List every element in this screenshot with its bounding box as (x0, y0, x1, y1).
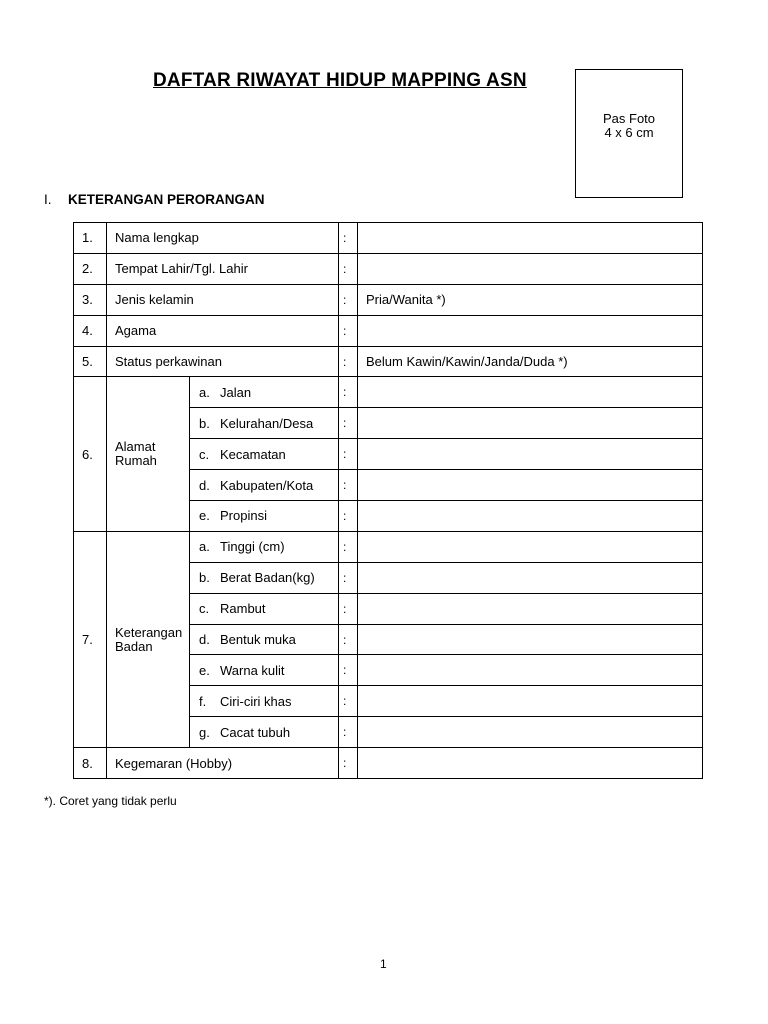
colon: : (339, 315, 358, 346)
sub-item-label: Tinggi (cm) (220, 539, 285, 555)
sub-item (190, 377, 339, 408)
sub-item-label: Berat Badan(kg) (220, 570, 315, 586)
row-value-field[interactable]: Pria/Wanita *) (358, 284, 703, 315)
sub-item-label: Warna kulit (220, 662, 285, 678)
group-label-line: Alamat (115, 439, 156, 455)
colon: : (339, 686, 358, 717)
sub-item (190, 624, 339, 655)
sub-item-label: Rambut (220, 601, 266, 617)
sub-item (190, 531, 339, 562)
photo-size: 4 x 6 cm (604, 125, 654, 140)
sub-item-letter: b. (199, 570, 210, 586)
sub-item-letter: g. (199, 724, 210, 740)
sub-item-label: Kabupaten/Kota (220, 477, 314, 493)
colon: : (339, 439, 358, 470)
row-value-field[interactable] (358, 253, 703, 284)
row-label: Kegemaran (Hobby) (107, 748, 339, 779)
colon: : (339, 593, 358, 624)
table-row (74, 377, 703, 408)
colon: : (339, 562, 358, 593)
page-number: 1 (380, 957, 387, 971)
colon: : (339, 717, 358, 748)
group-label-line: Badan (115, 638, 153, 654)
sub-item-label: Bentuk muka (220, 632, 296, 648)
row-label: Agama (107, 315, 339, 346)
row-value-field[interactable] (358, 470, 703, 501)
sub-item (190, 717, 339, 748)
row-value-field[interactable] (358, 562, 703, 593)
row-label: Nama lengkap (107, 223, 339, 254)
colon: : (339, 377, 358, 408)
sub-item-label: Kelurahan/Desa (220, 415, 314, 431)
sub-item-letter: f. (199, 693, 207, 709)
row-value-field[interactable] (358, 686, 703, 717)
row-value-field[interactable] (358, 624, 703, 655)
table-row (74, 315, 703, 346)
group-label-badan (107, 531, 190, 747)
colon: : (339, 501, 358, 532)
sub-item (190, 593, 339, 624)
group-number: 6. (74, 377, 107, 531)
row-value-field[interactable]: Belum Kawin/Kawin/Janda/Duda *) (358, 346, 703, 377)
row-number: 3. (74, 284, 107, 315)
row-value-field[interactable] (358, 531, 703, 562)
sub-item-letter: d. (199, 632, 210, 648)
colon: : (339, 470, 358, 501)
sub-item-label: Cacat tubuh (220, 724, 291, 740)
row-number: 4. (74, 315, 107, 346)
table-row (74, 223, 703, 254)
row-value-field[interactable] (358, 408, 703, 439)
sub-item-letter: e. (199, 508, 210, 524)
table-row (74, 284, 703, 315)
row-value-field[interactable] (358, 748, 703, 779)
sub-item-letter: c. (199, 601, 210, 617)
footnote: *). Coret yang tidak perlu (44, 794, 177, 808)
colon: : (339, 284, 358, 315)
row-value-field[interactable] (358, 315, 703, 346)
row-value-field[interactable] (358, 717, 703, 748)
row-value-field[interactable] (358, 501, 703, 532)
table-row (74, 748, 703, 779)
colon: : (339, 624, 358, 655)
row-label: Tempat Lahir/Tgl. Lahir (107, 253, 339, 284)
sub-item-label: Jalan (220, 384, 252, 400)
colon: : (339, 655, 358, 686)
sub-item-label: Propinsi (220, 508, 267, 524)
personal-info-table (73, 222, 703, 779)
sub-item-letter: b. (199, 415, 210, 431)
sub-item (190, 655, 339, 686)
table-row (74, 253, 703, 284)
section-number: I. (44, 192, 52, 207)
sub-item (190, 501, 339, 532)
sub-item-letter: c. (199, 446, 210, 462)
group-label-alamat (107, 377, 190, 531)
table-row (74, 346, 703, 377)
document-title: DAFTAR RIWAYAT HIDUP MAPPING ASN (153, 70, 527, 91)
section-label: KETERANGAN PERORANGAN (68, 192, 265, 207)
sub-item (190, 408, 339, 439)
sub-item (190, 686, 339, 717)
sub-item (190, 562, 339, 593)
sub-item (190, 439, 339, 470)
row-value-field[interactable] (358, 223, 703, 254)
section-heading (44, 192, 265, 207)
row-label: Jenis kelamin (107, 284, 339, 315)
photo-label: Pas Foto (602, 111, 656, 126)
row-value-field[interactable] (358, 655, 703, 686)
row-value-field[interactable] (358, 377, 703, 408)
sub-item-letter: d. (199, 477, 210, 493)
group-label-line: Rumah (115, 453, 157, 469)
sub-item-letter: a. (199, 384, 210, 400)
table-row (74, 531, 703, 562)
group-number: 7. (74, 531, 107, 747)
colon: : (339, 748, 358, 779)
row-number: 2. (74, 253, 107, 284)
row-value-field[interactable] (358, 593, 703, 624)
row-number: 8. (74, 748, 107, 779)
colon: : (339, 223, 358, 254)
colon: : (339, 253, 358, 284)
sub-item-label: Ciri-ciri khas (220, 693, 292, 709)
sub-item-letter: a. (199, 539, 210, 555)
sub-item-letter: e. (199, 662, 210, 678)
colon: : (339, 408, 358, 439)
row-number: 5. (74, 346, 107, 377)
photo-placeholder (575, 69, 683, 198)
row-number: 1. (74, 223, 107, 254)
colon: : (339, 346, 358, 377)
colon: : (339, 531, 358, 562)
row-label: Status perkawinan (107, 346, 339, 377)
row-value-field[interactable] (358, 439, 703, 470)
sub-item (190, 470, 339, 501)
sub-item-label: Kecamatan (220, 446, 286, 462)
group-label-line: Keterangan (115, 624, 183, 640)
